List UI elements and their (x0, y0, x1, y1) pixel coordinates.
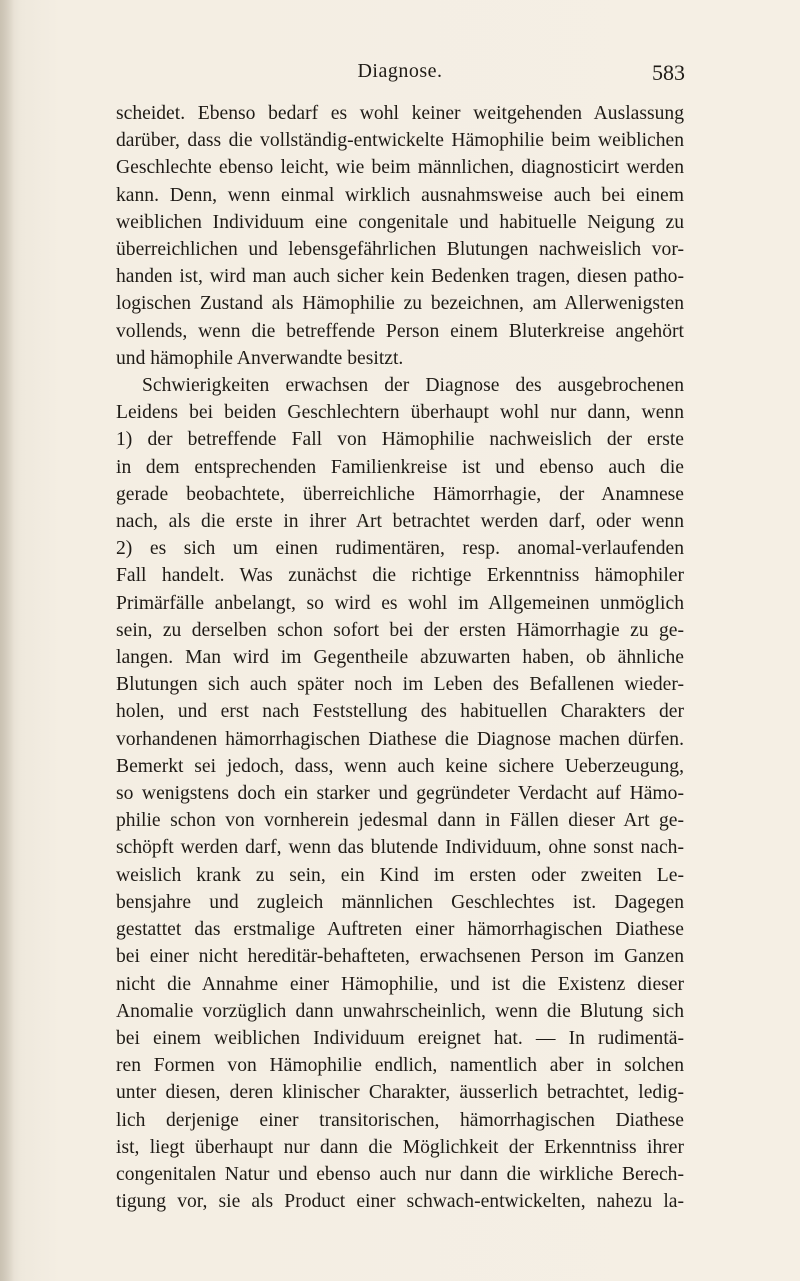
text-line: Leidens bei beiden Geschlechtern überhaupt wohl nur dann, wenn (116, 402, 684, 424)
text-line: nicht die Annahme einer Hämophilie, und ist die Existenz dieser (116, 973, 684, 995)
running-head: Diagnose. (357, 60, 443, 82)
text-line: weislich krank zu sein, ein Kind im ersten oder zweiten Le- (116, 864, 684, 886)
text-line: bensjahre und zugleich männlichen Geschlechtes ist. Dagegen (116, 891, 684, 913)
text-line: darüber, dass die vollständig-entwickelte Hämophilie beim weiblichen (116, 130, 684, 152)
text-line: bei einem weiblichen Individuum ereignet hat. — In rudimentä- (116, 1027, 684, 1049)
text-line: ist, liegt überhaupt nur dann die Möglichkeit der Erkenntniss ihrer (116, 1136, 684, 1158)
text-line: langen. Man wird im Gegentheile abzuwarten haben, ob ähnliche (116, 647, 684, 669)
page-gutter-shadow (0, 0, 14, 1281)
text-line: Anomalie vorzüglich dann unwahrscheinlich, wenn die Blutung sich (116, 1000, 684, 1022)
text-line: gestattet das erstmalige Auftreten einer hämorrhagischen Diathese (116, 919, 684, 941)
text-line: ren Formen von Hämophilie endlich, namentlich aber in solchen (116, 1055, 684, 1077)
text-line: weiblichen Individuum eine congenitale und habituelle Neigung zu (116, 211, 684, 233)
page-number: 583 (652, 60, 685, 85)
text-line: holen, und erst nach Feststellung des habituellen Charakters der (116, 701, 684, 723)
text-line: scheidet. Ebenso bedarf es wohl keiner weitgehenden Auslassung (116, 103, 684, 124)
text-line: überreichlichen und lebensgefährlichen Blutungen nachweislich vor- (116, 239, 684, 261)
text-line: Primärfälle anbelangt, so wird es wohl im Allgemeinen unmöglich (116, 592, 684, 614)
text-line: so wenigstens doch ein starker und gegründeter Verdacht auf Hämo- (116, 783, 684, 805)
text-line: schöpft werden darf, wenn das blutende Individuum, ohne sonst nach- (116, 837, 684, 859)
body-text (116, 100, 684, 1215)
text-line: Blutungen sich auch später noch im Leben des Befallenen wieder- (116, 674, 684, 696)
text-line: Geschlechte ebenso leicht, wie beim männlichen, diagnosticirt werden (116, 157, 684, 179)
text-line: Bemerkt sei jedoch, dass, wenn auch keine sichere Ueberzeugung, (116, 755, 684, 777)
text-line: congenitalen Natur und ebenso auch nur dann die wirkliche Berech- (116, 1163, 684, 1185)
text-line: 2) es sich um einen rudimentären, resp. anomal-verlaufenden (116, 538, 684, 560)
text-line: kann. Denn, wenn einmal wirklich ausnahmsweise auch bei einem (116, 184, 684, 206)
text-line: philie schon von vornherein jedesmal dann in Fällen dieser Art ge- (116, 810, 684, 832)
text-line: nach, als die erste in ihrer Art betrachtet werden darf, oder wenn (116, 511, 684, 533)
text-line: Schwierigkeiten erwachsen der Diagnose des ausgebrochenen (142, 375, 684, 397)
text-line: 1) der betreffende Fall von Hämophilie nachweislich der erste (116, 429, 684, 451)
text-line: vorhandenen hämorrhagischen Diathese die Diagnose machen dürfen. (116, 728, 684, 750)
text-line: logischen Zustand als Hämophilie zu bezeichnen, am Allerwenigsten (116, 293, 684, 315)
text-line: bei einer nicht hereditär-behafteten, erwachsenen Person im Ganzen (116, 946, 684, 968)
text-line: in dem entsprechenden Familienkreise ist und ebenso auch die (116, 456, 684, 478)
text-line: lich derjenige einer transitorischen, hämorrhagischen Diathese (116, 1109, 684, 1131)
text-line: sein, zu derselben schon sofort bei der ersten Hämorrhagie zu ge- (116, 619, 684, 641)
text-line: vollends, wenn die betreffende Person einem Bluterkreise angehört (116, 320, 684, 342)
text-line: gerade beobachtete, überreichliche Hämorrhagie, der Anamnese (116, 483, 684, 505)
page-header (115, 60, 685, 94)
text-line: handen ist, wird man auch sicher kein Bedenken tragen, diesen patho- (116, 266, 684, 288)
text-line: unter diesen, deren klinischer Charakter, äusserlich betrachtet, ledig- (116, 1082, 684, 1104)
text-line: tigung vor, sie als Product einer schwach-entwickelten, nahezu la- (116, 1191, 684, 1213)
text-line: Fall handelt. Was zunächst die richtige Erkenntniss hämophiler (116, 565, 684, 587)
text-line: und hämophile Anverwandte besitzt. (116, 347, 404, 369)
